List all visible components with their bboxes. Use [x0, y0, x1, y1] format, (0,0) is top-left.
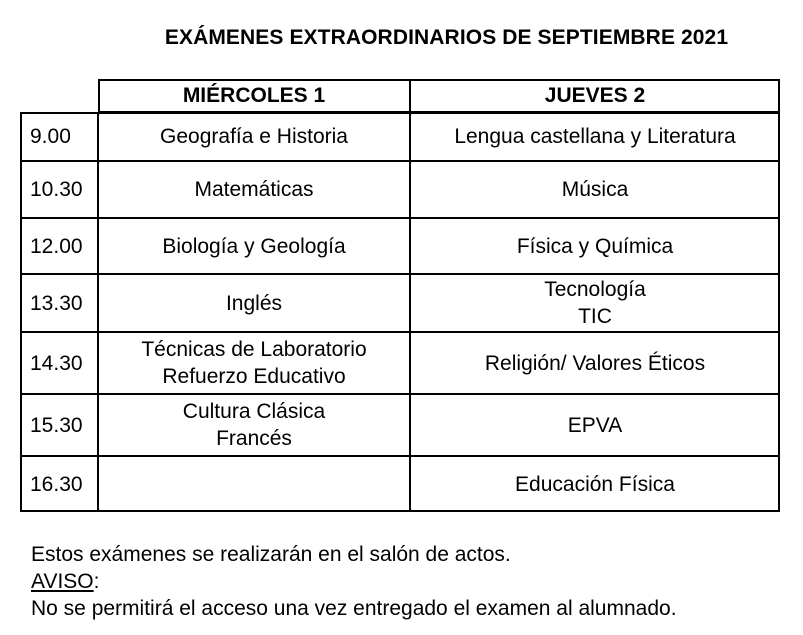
- location-note: Estos exámenes se realizarán en el salón de actos.: [31, 543, 511, 566]
- day1-exam-cell: [98, 456, 410, 512]
- day1-exam-cell: [98, 112, 410, 161]
- day1-exam-cell: [98, 218, 410, 274]
- exam-subject: Refuerzo Educativo: [162, 365, 346, 388]
- exam-subject: Lengua castellana y Literatura: [454, 125, 736, 148]
- exam-subject: Inglés: [225, 291, 283, 315]
- exam-subject: Física y Química: [516, 234, 674, 258]
- notes-block: [31, 541, 677, 622]
- exam-subject: Tecnología: [544, 278, 646, 301]
- exam-subject: Música: [561, 178, 629, 201]
- aviso-colon: :: [93, 570, 100, 593]
- time-cell: 10.30: [20, 161, 98, 218]
- day2-exam-cell: [410, 161, 780, 218]
- exam-subject: Francés: [216, 427, 292, 450]
- day1-exam-cell: [98, 394, 410, 456]
- header-day1: MIÉRCOLES 1: [98, 79, 410, 112]
- time-cell: 9.00: [20, 112, 98, 161]
- exam-subject: Educación Física: [515, 472, 675, 496]
- time-cell: 15.30: [20, 394, 98, 456]
- day2-exam-cell: [410, 394, 780, 456]
- day1-exam-cell: [98, 161, 410, 218]
- day2-exam-cell: [410, 218, 780, 274]
- page-title: EXÁMENES EXTRAORDINARIOS DE SEPTIEMBRE 2021: [164, 26, 729, 49]
- exam-subject: Técnicas de Laboratorio: [141, 338, 367, 361]
- day2-exam-cell: [410, 332, 780, 394]
- exam-subject: TIC: [578, 305, 612, 328]
- exam-subject: EPVA: [567, 413, 623, 437]
- time-cell: 13.30: [20, 274, 98, 332]
- aviso-heading: [31, 568, 677, 595]
- exam-subject: Geografía e Historia: [160, 125, 348, 148]
- day2-exam-cell: [410, 274, 780, 332]
- day2-exam-cell: [410, 112, 780, 161]
- time-cell: 16.30: [20, 456, 98, 512]
- exam-subject: Matemáticas: [194, 178, 314, 201]
- access-warning: No se permitirá el acceso una vez entregado el examen al alumnado.: [31, 597, 677, 620]
- day2-exam-cell: [410, 456, 780, 512]
- day1-exam-cell: [98, 332, 410, 394]
- exam-subject: Cultura Clásica: [182, 400, 326, 423]
- header-day2: JUEVES 2: [410, 79, 780, 112]
- time-cell: 12.00: [20, 218, 98, 274]
- day1-exam-cell: [98, 274, 410, 332]
- aviso-label: AVISO: [31, 570, 94, 593]
- time-cell: 14.30: [20, 332, 98, 394]
- exam-subject: Biología y Geología: [162, 234, 346, 258]
- exam-subject: Religión/ Valores Éticos: [484, 351, 706, 375]
